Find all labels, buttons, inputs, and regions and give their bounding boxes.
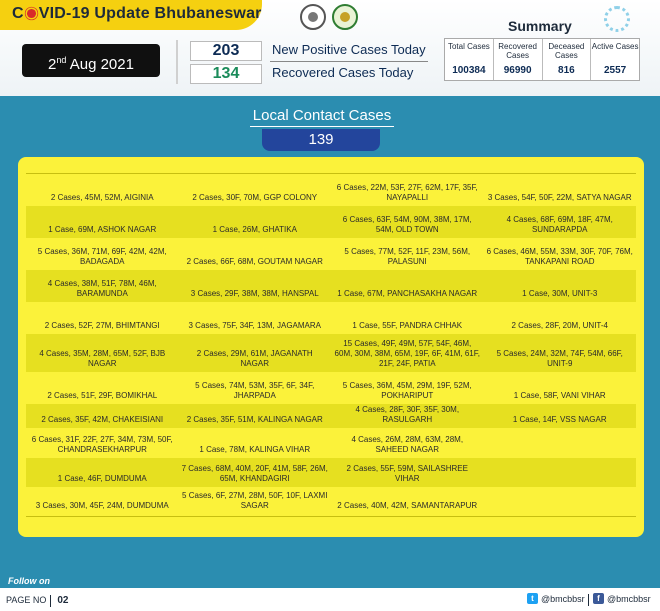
case-cell: 2 Cases, 55F, 59M, SAILASHREE VIHAR (346, 464, 468, 483)
case-cell: 2 Cases, 40M, 42M, SAMANTARAPUR (337, 501, 478, 510)
summary-value: 816 (558, 65, 575, 76)
case-cell: 2 Cases, 35F, 42M, CHAKEISIANI (41, 415, 164, 424)
page-number: 02 (57, 595, 69, 606)
summary-value: 2557 (604, 65, 627, 76)
page-title (0, 0, 262, 30)
new-positive-count: 203 (190, 41, 262, 61)
facebook-link[interactable] (593, 593, 651, 604)
table-row (26, 174, 636, 206)
case-cell: 2 Cases, 45M, 52M, AIGINIA (50, 193, 154, 202)
case-cell: 1 Case, 67M, PANCHASAKHA NAGAR (337, 289, 478, 298)
case-cell: 4 Cases, 68F, 69M, 18F, 47M, SUNDARAPDA (506, 215, 613, 234)
case-cell: 3 Cases, 75F, 34F, 13M, JAGAMARA (188, 321, 321, 330)
table-row (26, 302, 636, 334)
board-top-rule (26, 163, 636, 174)
date-day: 2 (48, 56, 57, 73)
virus-icon (27, 9, 36, 18)
page-label: PAGE NO (6, 595, 47, 605)
board-bottom-rule (26, 516, 636, 526)
case-cell: 3 Cases, 30M, 45F, 24M, DUMDUMA (35, 501, 169, 510)
table-row (26, 238, 636, 270)
virus-decoration-icon (604, 6, 630, 32)
case-cell: 2 Cases, 30F, 70M, GGP COLONY (192, 193, 318, 202)
table-row (26, 428, 636, 458)
page-separator (50, 595, 51, 607)
date-badge (22, 44, 160, 77)
case-cell: 3 Cases, 54F, 50F, 22M, SATYA NAGAR (487, 193, 632, 202)
case-cell: 2 Cases, 29M, 61M, JAGANATH NAGAR (196, 349, 313, 368)
case-cell: 2 Cases, 52F, 27M, BHIMTANGI (44, 321, 160, 330)
case-cell: 1 Case, 30M, UNIT-3 (522, 289, 598, 298)
bmc-logo (332, 4, 358, 30)
summary-recovered (494, 39, 543, 80)
summary-label: Recovered Cases (498, 42, 537, 60)
case-cell (484, 487, 637, 514)
case-cell: 1 Case, 58F, VANI VIHAR (513, 391, 606, 400)
case-cell: 5 Cases, 6F, 27M, 28M, 50F, 10F, LAXMI SAGAR (182, 491, 328, 510)
new-positive-label: New Positive Cases Today (272, 42, 426, 57)
case-cell: 3 Cases, 29F, 38M, 38M, HANSPAL (190, 289, 319, 298)
footer (0, 588, 660, 611)
case-cell: 5 Cases, 36M, 45M, 29M, 19F, 52M, POKHARIPUT (342, 381, 472, 400)
case-cell: 1 Case, 14F, VSS NAGAR (512, 415, 607, 424)
title-prefix: C (12, 5, 24, 22)
case-cell: 1 Case, 55F, PANDRA CHHAK (352, 321, 463, 330)
case-cell: 4 Cases, 35M, 28M, 65M, 52F, BJB NAGAR (39, 349, 166, 368)
recovered-count: 134 (190, 64, 262, 84)
case-cell: 1 Case, 46F, DUMDUMA (57, 474, 147, 483)
case-cell: 4 Cases, 38M, 51F, 78M, 46M, BARAMUNDA (47, 279, 157, 298)
facebook-icon: f (593, 593, 604, 604)
summary-deceased (543, 39, 592, 80)
case-cell: 15 Cases, 49F, 49M, 57F, 54F, 46M, 60M, 30M, 38M, 65M, 19F, 6F, 41M, 61F, 21F, 24F, PATIA (334, 339, 480, 368)
header (0, 0, 660, 96)
case-cell: 4 Cases, 26M, 28M, 63M, 28M, SAHEED NAGAR (351, 435, 464, 454)
summary-label: Deceased Cases (548, 42, 585, 60)
twitter-link[interactable] (527, 593, 585, 604)
twitter-handle: @bmcbbsr (541, 593, 585, 604)
summary-value: 96990 (503, 65, 532, 76)
case-cell: 1 Case, 69M, ASHOK NAGAR (48, 225, 157, 234)
case-cell: 6 Cases, 31F, 22F, 27F, 34M, 73M, 50F, CHANDRASEKHARPUR (31, 435, 173, 454)
case-cell (484, 428, 637, 458)
summary-box (444, 38, 640, 81)
cases-board (18, 157, 644, 537)
local-contact-count: 139 (262, 129, 380, 151)
table-row (26, 334, 636, 372)
case-cell: 2 Cases, 51F, 29F, BOMIKHAL (47, 391, 158, 400)
case-cell: 6 Cases, 63F, 54M, 90M, 38M, 17M, 54M, OLD TOWN (342, 215, 472, 234)
summary-title: Summary (508, 18, 572, 34)
case-cell: 6 Cases, 46M, 55M, 33M, 30F, 70F, 76M, TANKAPANI ROAD (486, 247, 633, 266)
facebook-handle: @bmcbbsr (607, 593, 651, 604)
table-row (26, 372, 636, 404)
table-row (26, 487, 636, 514)
case-cell: 6 Cases, 22M, 53F, 27F, 62M, 17F, 35F, NAYAPALLI (336, 183, 478, 202)
case-cell: 4 Cases, 28F, 30F, 35F, 30M, RASULGARH (355, 405, 460, 424)
summary-label: Active Cases (591, 42, 639, 51)
case-cell: 2 Cases, 35F, 51M, KALINGA NAGAR (186, 415, 323, 424)
follow-label: Follow on (8, 576, 50, 586)
table-row (26, 458, 636, 487)
case-cell (484, 458, 637, 487)
summary-total (445, 39, 494, 80)
local-contact-title: Local Contact Cases (250, 107, 394, 127)
table-row (26, 206, 636, 238)
table-row (26, 270, 636, 302)
case-cell: 5 Cases, 24M, 32M, 74F, 54M, 66F, UNIT-9 (496, 349, 623, 368)
cases-grid (26, 174, 636, 514)
date-suffix: nd (56, 55, 67, 65)
social-separator (588, 594, 589, 606)
summary-value: 100384 (452, 65, 486, 76)
table-row (26, 404, 636, 428)
case-cell: 7 Cases, 68M, 40M, 20F, 41M, 58F, 26M, 65M, KHANDAGIRI (181, 464, 328, 483)
label-separator (270, 61, 428, 62)
summary-label: Total Cases (447, 42, 490, 51)
case-cell: 5 Cases, 77M, 52F, 11F, 23M, 56M, PALASUNI (344, 247, 471, 266)
case-cell: 2 Cases, 28F, 20M, UNIT-4 (511, 321, 608, 330)
case-cell: 2 Cases, 66F, 68M, GOUTAM NAGAR (186, 257, 323, 266)
recovered-label: Recovered Cases Today (272, 65, 414, 80)
case-cell: 1 Case, 78M, KALINGA VIHAR (199, 445, 311, 454)
date-month-year: Aug 2021 (66, 56, 134, 73)
odisha-govt-logo (300, 4, 326, 30)
twitter-icon: t (527, 593, 538, 604)
header-divider (176, 40, 178, 84)
case-cell: 5 Cases, 36M, 71M, 69F, 42M, 42M, BADAGADA (37, 247, 167, 266)
case-cell: 5 Cases, 74M, 53M, 35F, 6F, 34F, JHARPADA (195, 381, 315, 400)
case-cell: 1 Case, 26M, GHATIKA (212, 225, 297, 234)
title-text: VID-19 Update Bhubaneswar (38, 5, 262, 22)
summary-active (591, 39, 639, 80)
page-number-box (2, 591, 82, 609)
